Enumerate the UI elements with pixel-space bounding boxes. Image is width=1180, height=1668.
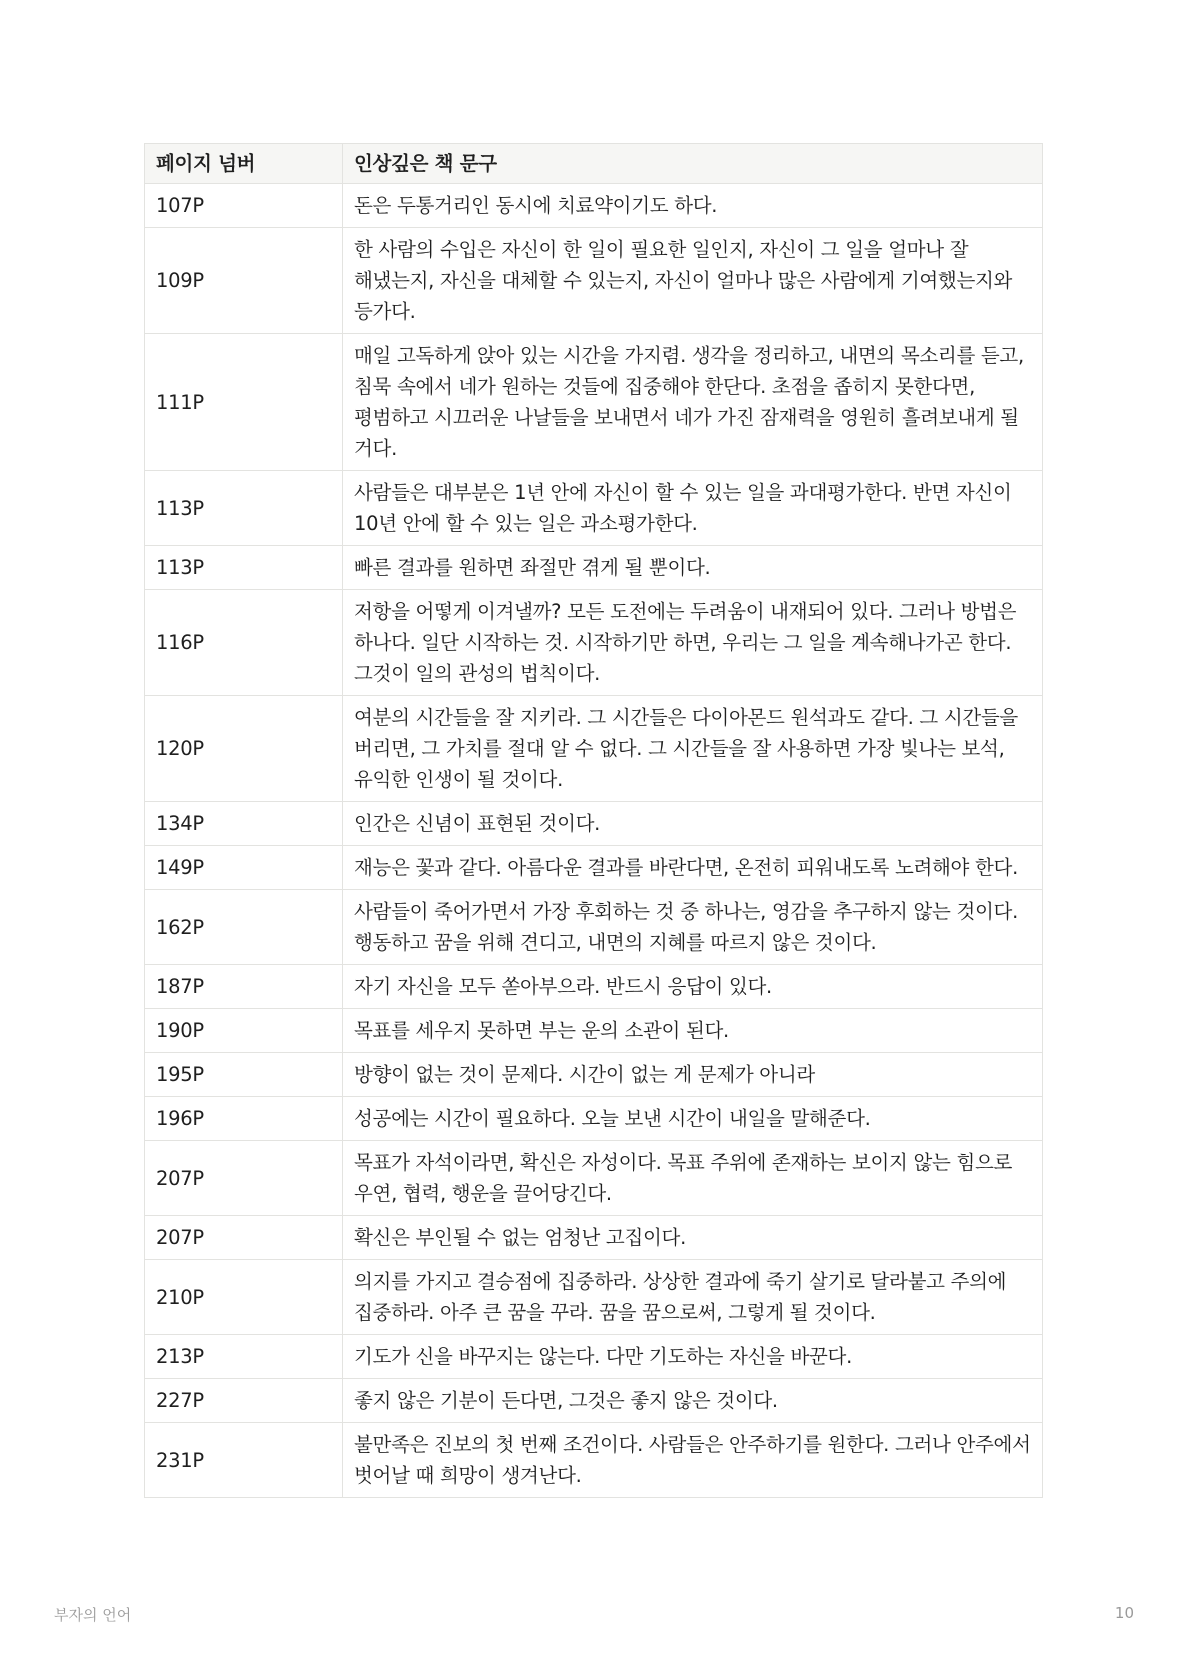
quote-cell: 성공에는 시간이 필요하다. 오늘 보낸 시간이 내일을 말해준다.: [343, 1097, 1043, 1141]
quote-cell: 매일 고독하게 앉아 있는 시간을 가지렴. 생각을 정리하고, 내면의 목소리를 듣고, 침묵 속에서 네가 원하는 것들에 집중해야 한단다. 초점을 좁히지 못한다면, 평범하고 시끄러운 나날들을 보내면서 네가 가진 잠재력을 영원히 흘려보내게 될 거다.: [343, 334, 1043, 471]
page-number-cell: 116P: [145, 590, 343, 696]
page-number-cell: 190P: [145, 1009, 343, 1053]
table-row: [145, 802, 1043, 846]
page-number-cell: 162P: [145, 890, 343, 965]
quote-cell: 좋지 않은 기분이 든다면, 그것은 좋지 않은 것이다.: [343, 1379, 1043, 1423]
page-number-cell: 207P: [145, 1141, 343, 1216]
quote-cell: 인간은 신념이 표현된 것이다.: [343, 802, 1043, 846]
table-header-row: [145, 144, 1043, 184]
page-number-cell: 109P: [145, 228, 343, 334]
table-row: [145, 1141, 1043, 1216]
table-body: [145, 184, 1043, 1498]
column-header-quote: 인상깊은 책 문구: [343, 144, 1043, 184]
quote-cell: 목표가 자석이라면, 확신은 자성이다. 목표 주위에 존재하는 보이지 않는 힘으로 우연, 협력, 행운을 끌어당긴다.: [343, 1141, 1043, 1216]
page-number-cell: 187P: [145, 965, 343, 1009]
quote-cell: 저항을 어떻게 이겨낼까? 모든 도전에는 두려움이 내재되어 있다. 그러나 방법은 하나다. 일단 시작하는 것. 시작하기만 하면, 우리는 그 일을 계속해나가곤 한다. 그것이 일의 관성의 법칙이다.: [343, 590, 1043, 696]
page-number-cell: 210P: [145, 1260, 343, 1335]
page-number-cell: 134P: [145, 802, 343, 846]
quote-cell: 목표를 세우지 못하면 부는 운의 소관이 된다.: [343, 1009, 1043, 1053]
table-row: [145, 1009, 1043, 1053]
page-number-cell: 149P: [145, 846, 343, 890]
quote-cell: 방향이 없는 것이 문제다. 시간이 없는 게 문제가 아니라: [343, 1053, 1043, 1097]
table-row: [145, 590, 1043, 696]
page-number-cell: 113P: [145, 546, 343, 590]
table-row: [145, 546, 1043, 590]
table-row: [145, 471, 1043, 546]
table-row: [145, 1216, 1043, 1260]
table-row: [145, 696, 1043, 802]
table-row: [145, 965, 1043, 1009]
table-row: [145, 1423, 1043, 1498]
quote-cell: 자기 자신을 모두 쏟아부으라. 반드시 응답이 있다.: [343, 965, 1043, 1009]
page-number-cell: 195P: [145, 1053, 343, 1097]
page-number-cell: 227P: [145, 1379, 343, 1423]
page-number-cell: 196P: [145, 1097, 343, 1141]
quote-cell: 의지를 가지고 결승점에 집중하라. 상상한 결과에 죽기 살기로 달라붙고 주의에 집중하라. 아주 큰 꿈을 꾸라. 꿈을 꿈으로써, 그렇게 될 것이다.: [343, 1260, 1043, 1335]
page-number-cell: 120P: [145, 696, 343, 802]
quote-table: [144, 143, 1043, 1498]
page-number-cell: 107P: [145, 184, 343, 228]
quote-cell: 사람들이 죽어가면서 가장 후회하는 것 중 하나는, 영감을 추구하지 않는 것이다. 행동하고 꿈을 위해 견디고, 내면의 지혜를 따르지 않은 것이다.: [343, 890, 1043, 965]
table-row: [145, 334, 1043, 471]
table-row: [145, 846, 1043, 890]
page-number-cell: 111P: [145, 334, 343, 471]
table-row: [145, 1097, 1043, 1141]
quote-cell: 사람들은 대부분은 1년 안에 자신이 할 수 있는 일을 과대평가한다. 반면 자신이 10년 안에 할 수 있는 일은 과소평가한다.: [343, 471, 1043, 546]
table-row: [145, 1053, 1043, 1097]
column-header-page: 페이지 넘버: [145, 144, 343, 184]
footer-book-title: 부자의 언어: [54, 1606, 132, 1624]
quote-cell: 불만족은 진보의 첫 번째 조건이다. 사람들은 안주하기를 원한다. 그러나 안주에서 벗어날 때 희망이 생겨난다.: [343, 1423, 1043, 1498]
quote-cell: 여분의 시간들을 잘 지키라. 그 시간들은 다이아몬드 원석과도 같다. 그 시간들을 버리면, 그 가치를 절대 알 수 없다. 그 시간들을 잘 사용하면 가장 빛나는 보석, 유익한 인생이 될 것이다.: [343, 696, 1043, 802]
table-row: [145, 1335, 1043, 1379]
quote-cell: 한 사람의 수입은 자신이 한 일이 필요한 일인지, 자신이 그 일을 얼마나 잘 해냈는지, 자신을 대체할 수 있는지, 자신이 얼마나 많은 사람에게 기여했는지와 등가다.: [343, 228, 1043, 334]
page-number-cell: 231P: [145, 1423, 343, 1498]
table-row: [145, 184, 1043, 228]
quote-cell: 빠른 결과를 원하면 좌절만 겪게 될 뿐이다.: [343, 546, 1043, 590]
quote-cell: 돈은 두통거리인 동시에 치료약이기도 하다.: [343, 184, 1043, 228]
page-number-cell: 207P: [145, 1216, 343, 1260]
quote-cell: 기도가 신을 바꾸지는 않는다. 다만 기도하는 자신을 바꾼다.: [343, 1335, 1043, 1379]
page-number-cell: 213P: [145, 1335, 343, 1379]
table-row: [145, 1260, 1043, 1335]
quote-cell: 재능은 꽃과 같다. 아름다운 결과를 바란다면, 온전히 피워내도록 노려해야 한다.: [343, 846, 1043, 890]
table-row: [145, 228, 1043, 334]
table-row: [145, 1379, 1043, 1423]
table-row: [145, 890, 1043, 965]
page-number-cell: 113P: [145, 471, 343, 546]
footer-page-number: 10: [1114, 1604, 1134, 1622]
quote-cell: 확신은 부인될 수 없는 엄청난 고집이다.: [343, 1216, 1043, 1260]
